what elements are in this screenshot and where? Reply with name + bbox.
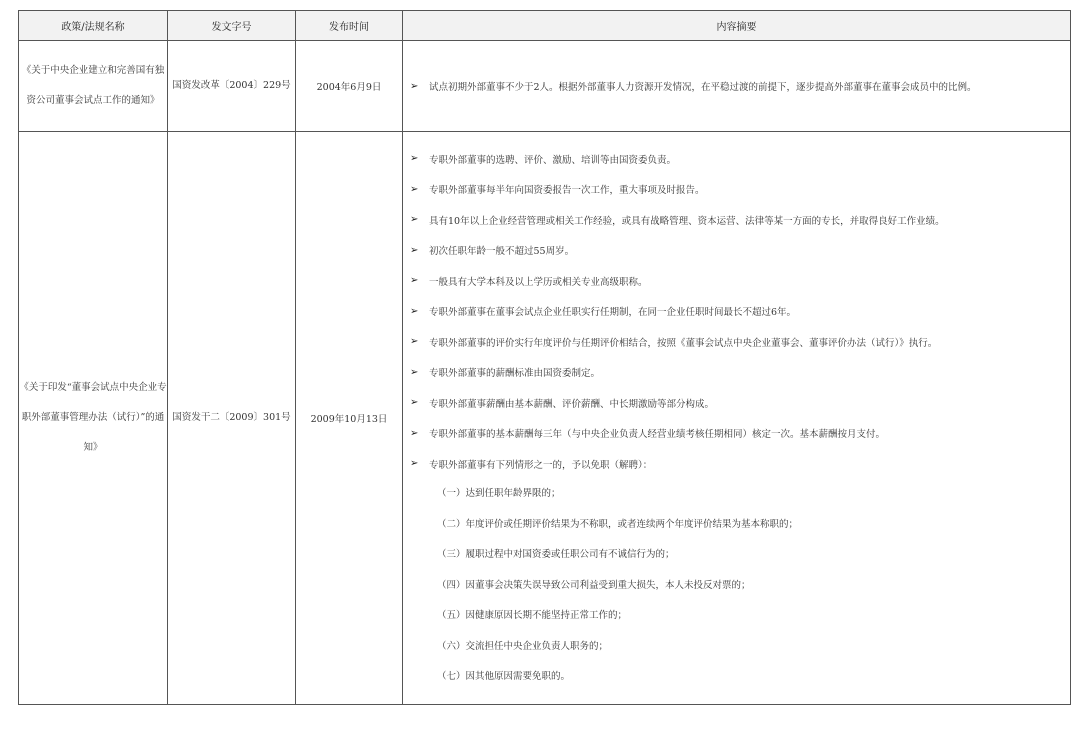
summary-points xyxy=(403,144,1070,480)
summary-point-text: 专职外部董事的薪酬标准由国资委制定。 xyxy=(429,368,601,380)
arrow-bullet-icon: ➢ xyxy=(410,275,419,287)
summary-point-text: 专职外部董事有下列情形之一的，予以免职（解聘）： xyxy=(429,459,653,471)
arrow-bullet-icon: ➢ xyxy=(410,80,419,92)
summary-points xyxy=(403,71,1070,102)
summary-point-text: 一般具有大学本科及以上学历或相关专业高级职称。 xyxy=(429,276,648,288)
summary-point xyxy=(403,388,1070,419)
summary-point xyxy=(403,144,1070,175)
header-row xyxy=(19,11,1071,41)
arrow-bullet-icon: ➢ xyxy=(410,336,419,348)
summary-point xyxy=(403,296,1070,327)
summary-point xyxy=(403,235,1070,266)
publish-date-cell: 2004年6月9日 xyxy=(296,41,403,132)
arrow-bullet-icon: ➢ xyxy=(410,427,419,439)
summary-point-text: 专职外部董事每半年向国资委报告一次工作，重大事项及时报告。 xyxy=(429,185,705,197)
policy-name-cell: 《关于中央企业建立和完善国有独资公司董事会试点工作的通知》 xyxy=(19,41,168,132)
summary-subpoint: （五）因健康原因长期不能坚持正常工作的； xyxy=(437,610,628,621)
summary-subpoint: （四）因董事会决策失误导致公司利益受到重大损失，本人未投反对票的； xyxy=(437,579,751,591)
summary-point xyxy=(403,71,1070,102)
summary-point xyxy=(403,205,1070,236)
content-summary-cell xyxy=(403,41,1071,132)
summary-point-text: 专职外部董事薪酬由基本薪酬、评价薪酬、中长期激励等部分构成。 xyxy=(429,398,715,410)
document-number-cell: 国资发改革〔2004〕229号 xyxy=(168,41,296,132)
header-content-summary: 内容摘要 xyxy=(403,11,1071,41)
header-publish-date: 发布时间 xyxy=(296,11,403,41)
summary-point xyxy=(403,266,1070,297)
summary-point xyxy=(403,449,1070,480)
summary-subpoint: （二）年度评价或任期评价结果为不称职，或者连续两个年度评价结果为基本称职的； xyxy=(437,518,799,530)
summary-point xyxy=(403,418,1070,449)
summary-point xyxy=(403,327,1070,358)
summary-subpoint: （三）履职过程中对国资委或任职公司有不诚信行为的； xyxy=(437,549,675,560)
summary-point-text: 专职外部董事的选聘、评价、激励、培训等由国资委负责。 xyxy=(429,154,677,166)
summary-point-text: 专职外部董事的基本薪酬每三年（与中央企业负责人经营业绩考核任期相同）核定一次。基本薪酬按月支付。 xyxy=(429,429,886,441)
table-row xyxy=(19,132,1071,705)
summary-subpoint: （六）交流担任中央企业负责人职务的； xyxy=(437,640,609,652)
table-row xyxy=(19,41,1071,132)
policy-name-cell: 《关于印发“董事会试点中央企业专职外部董事管理办法（试行）”的通知》 xyxy=(19,132,168,705)
summary-point-text: 专职外部董事的评价实行年度评价与任期评价相结合，按照《董事会试点中央企业董事会、董事评价办法（试行）》执行。 xyxy=(429,337,938,349)
header-policy-name: 政策/法规名称 xyxy=(19,11,168,41)
summary-point-text: 具有10年以上企业经营管理或相关工作经验，或具有战略管理、资本运营、法律等某一方面的专长，并取得良好工作业绩。 xyxy=(429,215,945,227)
summary-point-text: 初次任职年龄一般不超过55周岁。 xyxy=(429,246,575,258)
arrow-bullet-icon: ➢ xyxy=(410,397,419,409)
summary-point xyxy=(403,174,1070,205)
arrow-bullet-icon: ➢ xyxy=(410,458,419,470)
summary-point-text: 专职外部董事在董事会试点企业任职实行任期制，在同一企业任职时间最长不超过6年。 xyxy=(429,307,797,319)
summary-point xyxy=(403,357,1070,388)
arrow-bullet-icon: ➢ xyxy=(410,183,419,195)
summary-subpoint: （一）达到任职年龄界限的； xyxy=(437,488,561,499)
summary-point-text: 试点初期外部董事不少于2人。根据外部董事人力资源开发情况，在平稳过渡的前提下，逐步提高外部董事在董事会成员中的比例。 xyxy=(429,82,977,93)
content-summary-cell xyxy=(403,132,1071,705)
arrow-bullet-icon: ➢ xyxy=(410,214,419,226)
arrow-bullet-icon: ➢ xyxy=(410,153,419,165)
arrow-bullet-icon: ➢ xyxy=(410,244,419,256)
publish-date-cell: 2009年10月13日 xyxy=(296,132,403,705)
summary-subpoints xyxy=(403,479,1070,693)
arrow-bullet-icon: ➢ xyxy=(410,366,419,378)
policy-table xyxy=(18,10,1071,705)
arrow-bullet-icon: ➢ xyxy=(410,305,419,317)
summary-subpoint: （七）因其他原因需要免职的。 xyxy=(437,671,571,682)
document-number-cell: 国资发干二〔2009〕301号 xyxy=(168,132,296,705)
header-document-number: 发文字号 xyxy=(168,11,296,41)
